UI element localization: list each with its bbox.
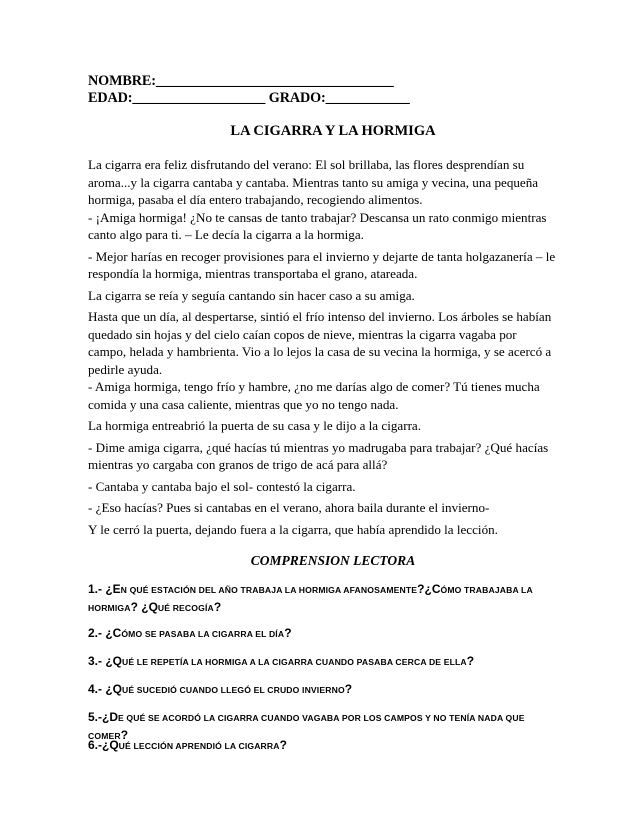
story-body [88, 156, 558, 542]
story-paragraph: - ¡Amiga hormiga! ¿No te cansas de tanto trabajar? Descansa un rato conmigo mientras canto algo para ti. – Le decía la cigarra a la hormiga. [88, 209, 547, 242]
story-paragraph: La cigarra era feliz disfrutando del verano: El sol brillaba, las flores desprendían su aroma...y la cigarra cantaba y cantaba. Mientras tanto su amiga y vecina, una pequeña hormiga, pasaba el día entero trabajando, recogiendo alimentos. [88, 157, 539, 207]
age-grade-field-line: EDAD:___________________ GRADO:____________ [88, 90, 410, 106]
question-number: 4.- ¿Q [88, 682, 123, 696]
question-2 [88, 625, 563, 643]
story-paragraph: La cigarra se reía y seguía cantando sin hacer caso a su amiga. [88, 287, 415, 303]
question-text: ÓMO TRABAJABA LA HORMIGA [88, 585, 533, 613]
question-text: UÉ RECOGÍA [157, 603, 214, 613]
question-text: E QUÉ SE ACORDÓ LA CIGARRA CUANDO VAGABA POR LOS CAMPOS Y NO TENÍA NADA QUE COMER [88, 713, 525, 741]
story-paragraph: Y le cerró la puerta, dejando fuera a la cigarra, que había aprendido la lección. [88, 521, 498, 537]
story-paragraph: Hasta que un día, al despertarse, sintió el frío intenso del invierno. Los árboles se habían quedado sin hojas y del cielo caían copos de nieve, mientras la cigarra vagaba por campo, helada y hambrienta. Vio a lo lejos la casa de su vecina la hormiga, y se acercó a pedirle ayuda. [88, 309, 552, 377]
comprehension-title: COMPRENSION LECTORA [250, 553, 416, 568]
question-number: ? ¿Q [130, 600, 158, 614]
question-mark: ? [120, 728, 129, 742]
name-field-line: NOMBRE:__________________________________ [88, 73, 394, 89]
question-text: UÉ SUCEDIÓ CUANDO LLEGÓ EL CRUDO INVIERNO [122, 685, 345, 695]
question-mark: ? [344, 682, 353, 696]
story-paragraph: La hormiga entreabrió la puerta de su casa y le dijo a la cigarra. [88, 418, 422, 433]
story-paragraph: - ¿Eso hacías? Pues si cantabas en el verano, ahora baila durante el invierno- [88, 500, 490, 515]
question-number: ?¿C [417, 582, 441, 596]
question-6 [88, 737, 563, 755]
question-text: ÓMO SE PASABA LA CIGARRA EL DÍA [121, 629, 285, 639]
story-paragraph: - Dime amiga cigarra, ¿qué hacías tú mientras yo madrugaba para trabajar? ¿Qué hacías mientras yo cargaba con granos de trigo de acá para allá? [88, 439, 549, 472]
question-number: 3.- ¿Q [88, 654, 123, 668]
story-title: LA CIGARRA Y LA HORMIGA [230, 123, 436, 139]
story-paragraph: - Mejor harías en recoger provisiones para el invierno y dejarte de tanta holgazanería – le respondía la hormiga, mientras transportaba el grano, atareada. [88, 248, 556, 281]
question-number: 6.-¿Q [88, 738, 119, 752]
question-number: 2.- ¿C [88, 626, 122, 640]
question-mark: ? [213, 600, 222, 614]
story-paragraph: - Amiga hormiga, tengo frío y hambre, ¿no me darías algo de comer? Tú tienes mucha comida y una casa caliente, mientras que yo no tengo nada. [88, 379, 540, 412]
question-1 [88, 581, 563, 617]
question-text: N QUÉ ESTACIÓN DEL AÑO TRABAJA LA HORMIGA AFANOSAMENTE [120, 585, 418, 595]
question-3 [88, 653, 563, 671]
question-mark: ? [466, 654, 475, 668]
question-number: 5.-¿D [88, 710, 118, 724]
story-paragraph: - Cantaba y cantaba bajo el sol- contestó la cigarra. [88, 478, 356, 494]
question-text: UÉ LE REPETÍA LA HORMIGA A LA CIGARRA CUANDO PASABA CERCA DE ELLA [122, 657, 467, 667]
question-text: UÉ LECCIÓN APRENDIÓ LA CIGARRA [118, 741, 280, 751]
question-mark: ? [284, 626, 292, 640]
question-4 [88, 681, 563, 699]
question-mark: ? [279, 738, 287, 752]
question-number: 1.- ¿E [88, 582, 121, 596]
